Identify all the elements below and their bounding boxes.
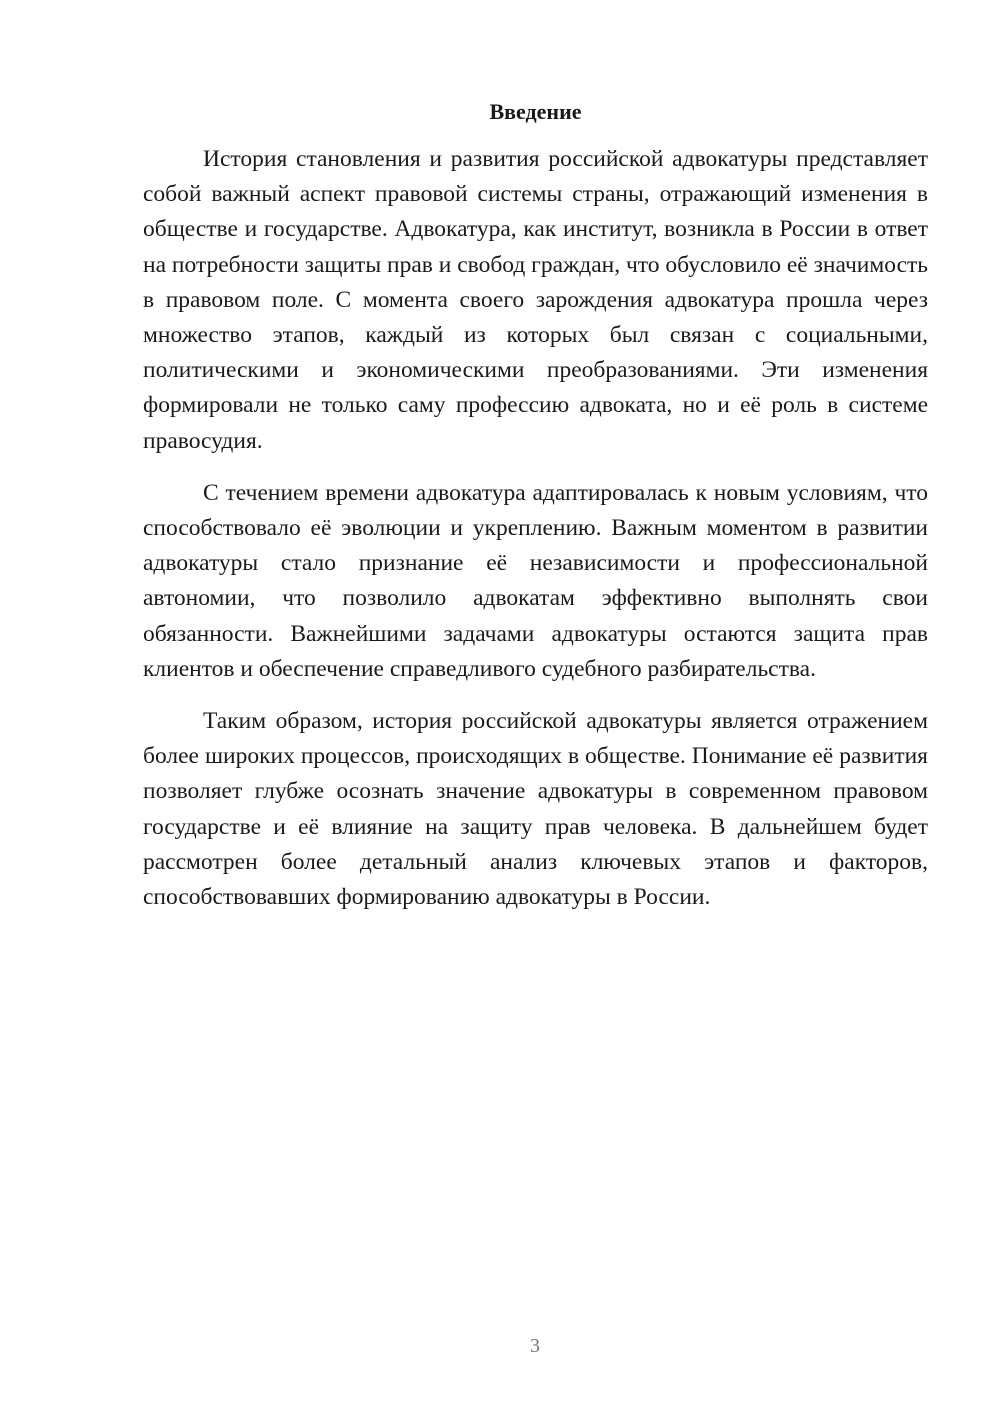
- paragraph-2: С течением времени адвокатура адаптировалась к новым условиям, что способствовало её эволюции и укреплению. Важным моментом в развитии адвокатуры стало признание её независимости и профессиональной автономии, что позволило адвокатам эффективно выполнять свои обязанности. Важнейшими задачами адвокатуры остаются защита прав клиентов и обеспечение справедливого судебного разбирательства.: [143, 479, 928, 682]
- document-title: Введение: [489, 99, 582, 124]
- paragraph-3: Таким образом, история российской адвокатуры является отражением более широких процессов, происходящих в обществе. Понимание её развития позволяет глубже осознать значение адвокатуры в современном правовом государстве и её влияние на защиту прав человека. В дальнейшем будет рассмотрен более детальный анализ ключевых этапов и факторов, способствовавших формированию адвокатуры в России.: [143, 708, 928, 911]
- document-body: [143, 142, 928, 932]
- paragraph-1: История становления и развития российской адвокатуры представляет собой важный аспект правовой системы страны, отражающий изменения в обществе и государстве. Адвокатура, как институт, возникла в России в ответ на потребности защиты прав и свобод граждан, что обусловило её значимость в правовом поле. С момента своего зарождения адвокатура прошла через множество этапов, каждый из которых был связан с социальными, политическими и экономическими преобразованиями. Эти изменения формировали не только саму профессию адвоката, но и её роль в системе правосудия.: [143, 146, 928, 454]
- page-number: 3: [530, 1335, 540, 1357]
